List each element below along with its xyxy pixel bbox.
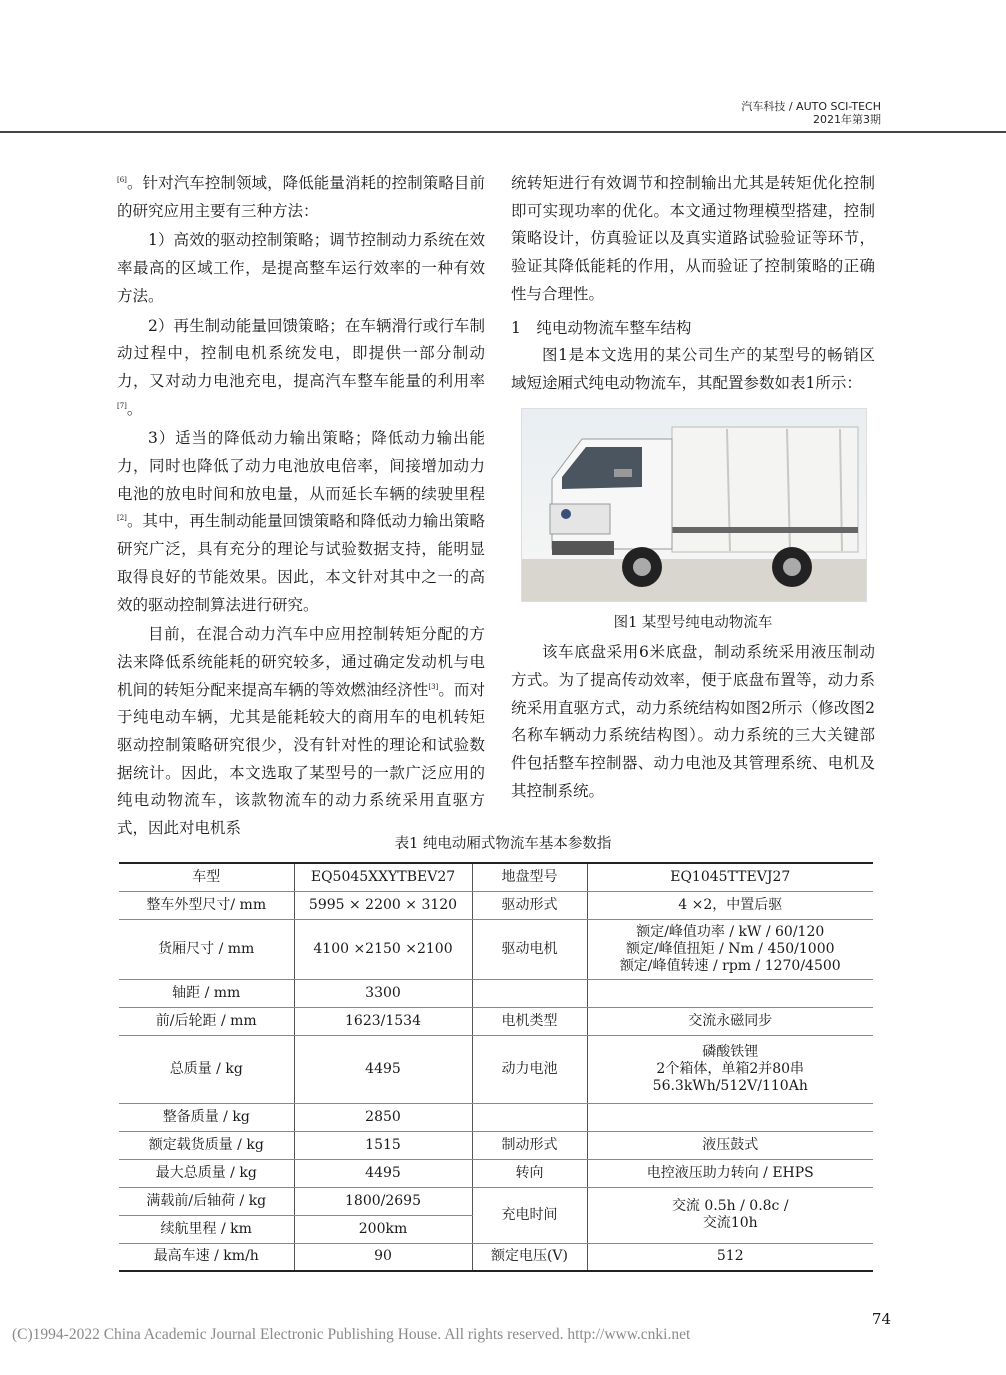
table-cell: 轴距 / mm: [119, 979, 294, 1007]
table-row: [119, 891, 873, 919]
journal-name: 汽车科技 / AUTO SCI-TECH: [741, 100, 881, 113]
table-row: [119, 1103, 873, 1131]
table-cell: 车型: [119, 863, 294, 891]
motor-power: 额定/峰值功率 / kW / 60/120: [636, 923, 825, 940]
table-row: [119, 1159, 873, 1187]
table-cell: [472, 1103, 587, 1131]
table-cell: 地盘型号: [472, 863, 587, 891]
running-header: [741, 100, 881, 126]
table-cell: 4495: [294, 1159, 472, 1187]
table-cell: 转向: [472, 1159, 587, 1187]
table-cell: 2850: [294, 1103, 472, 1131]
citation[interactable]: [3]: [428, 682, 439, 691]
right-column: [511, 170, 875, 808]
paragraph-4: 3）适当的降低动力输出策略；降低动力输出能力，同时也降低了动力电池放电倍率，间接增加动力电池的放电时间和放电量，从而延长车辆的续驶里程[2]。其中，再生制动能量回馈策略和降低动力输出策略研究广泛，具有充分的理论与试验数据支持，能明显取得良好的节能效果。因此，本文针对其中之一的高效的驱动控制算法进行研究。: [117, 429, 485, 614]
citation[interactable]: [6]: [117, 176, 127, 184]
table-cell: 额定电压(V): [472, 1243, 587, 1271]
charge-time-2: 交流10h: [702, 1215, 758, 1231]
table-cell: 整车外型尺寸/ mm: [119, 891, 294, 919]
paragraph-1: [6]。针对汽车控制领域，降低能量消耗的控制策略目前的研究应用主要有三种方法：: [117, 174, 485, 220]
table-cell: [587, 979, 873, 1007]
table-cell: 电机类型: [472, 1007, 587, 1035]
table-cell: 制动形式: [472, 1131, 587, 1159]
header-rule: [0, 131, 1006, 133]
table-cell: [587, 1103, 873, 1131]
table-row: [119, 1243, 873, 1271]
table-row: [119, 1035, 873, 1103]
table-cell: 液压鼓式: [587, 1131, 873, 1159]
table-cell: 充电时间: [472, 1187, 587, 1243]
paragraph-6: 统转矩进行有效调节和控制输出尤其是转矩优化控制即可实现功率的优化。本文通过物理模型搭建，控制策略设计，仿真验证以及真实道路试验验证等环节，验证其降低能耗的作用，从而验证了控制策略的正确性与合理性。: [511, 174, 875, 303]
table-row: [119, 1007, 873, 1035]
table-title: 表1 纯电动厢式物流车基本参数指: [394, 836, 612, 852]
vehicle-parameter-table: [119, 862, 873, 1272]
table-cell: 前/后轮距 / mm: [119, 1007, 294, 1035]
table-cell: [472, 979, 587, 1007]
battery-config: 2个箱体，单箱2并80串: [656, 1060, 805, 1077]
table-cell: 额定载货质量 / kg: [119, 1131, 294, 1159]
table-cell: 交流永磁同步: [587, 1007, 873, 1035]
table-cell: 驱动形式: [472, 891, 587, 919]
table-cell: 200km: [294, 1215, 472, 1243]
table-cell-charge: [587, 1187, 873, 1243]
table-cell: 1800/2695: [294, 1187, 472, 1215]
table-cell: 3300: [294, 979, 472, 1007]
table-row: [119, 919, 873, 979]
citation[interactable]: [2]: [117, 514, 127, 523]
table-cell-motor: [587, 919, 873, 979]
page-number: 74: [871, 1310, 891, 1328]
table-cell: 最大总质量 / kg: [119, 1159, 294, 1187]
table-cell: 总质量 / kg: [119, 1035, 294, 1103]
table-cell: 动力电池: [472, 1035, 587, 1103]
truck-illustration: [522, 409, 866, 601]
table-cell: 512: [587, 1243, 873, 1271]
table-cell: 最高车速 / km/h: [119, 1243, 294, 1271]
table-cell: 4100 ×2150 ×2100: [294, 919, 472, 979]
table-row: [119, 1131, 873, 1159]
paragraph-2: 1）高效的驱动控制策略；调节控制动力系统在效率最高的区域工作，是提高整车运行效率的一种有效方法。: [117, 231, 485, 305]
table-cell: 1515: [294, 1131, 472, 1159]
copyright-footer: (C)1994-2022 China Academic Journal Electronic Publishing House. All rights reserved. http://www.cnki.net: [12, 1326, 691, 1343]
paragraph-7: 图1是本文选用的某公司生产的某型号的畅销区域短途厢式纯电动物流车，其配置参数如表1所示：: [511, 346, 875, 392]
table-cell: EQ5045XXYTBEV27: [294, 863, 472, 891]
table-row: [119, 979, 873, 1007]
table-cell: EQ1045TTEVJ27: [587, 863, 873, 891]
table-cell: 货厢尺寸 / mm: [119, 919, 294, 979]
motor-speed: 额定/峰值转速 / rpm / 1270/4500: [619, 957, 841, 974]
figure-caption: 图1 某型号纯电动物流车: [613, 614, 773, 631]
table-cell: 90: [294, 1243, 472, 1271]
table-row: [119, 863, 873, 891]
table-cell: 1623/1534: [294, 1007, 472, 1035]
charge-time-1: 交流 0.5h / 0.8c /: [671, 1198, 789, 1214]
table-cell: 满载前/后轴荷 / kg: [119, 1187, 294, 1215]
table-cell: 整备质量 / kg: [119, 1103, 294, 1131]
table-cell: 4495: [294, 1035, 472, 1103]
paragraph-5: 目前，在混合动力汽车中应用控制转矩分配的方法来降低系统能耗的研究较多，通过确定发动机与电机间的转矩分配来提高车辆的等效燃油经济性[3]。而对于纯电动车辆，尤其是能耗较大的商用车的电机转矩驱动控制策略研究很少，没有针对性的理论和试验数据统计。因此，本文选取了某型号的一款广泛应用的纯电动物流车，该款物流车的动力系统采用直驱方式，因此对电机系: [117, 625, 485, 838]
paragraph-8: 该车底盘采用6米底盘，制动系统采用液压制动方式。为了提高传动效率，便于底盘布置等，动力系统采用直驱方式，动力系统结构如图2所示（修改图2名称车辆动力系统结构图）。动力系统的三大关键部件包括整车控制器、动力电池及其管理系统、电机及其控制系统。: [511, 643, 875, 800]
table-row: [119, 1187, 873, 1215]
table-cell: 5995 × 2200 × 3120: [294, 891, 472, 919]
left-column: [117, 170, 485, 845]
battery-type: 磷酸铁锂: [702, 1043, 759, 1060]
figure-1-truck-photo: [521, 408, 867, 602]
table-cell-battery: [587, 1035, 873, 1103]
table-cell: 电控液压助力转向 / EHPS: [587, 1159, 873, 1187]
table-cell: 4 ×2，中置后驱: [587, 891, 873, 919]
issue-label: 2021年第3期: [813, 113, 881, 126]
table-cell: 续航里程 / km: [119, 1215, 294, 1243]
motor-torque: 额定/峰值扭矩 / Nm / 450/1000: [625, 940, 835, 957]
table-cell: 驱动电机: [472, 919, 587, 979]
citation[interactable]: [7]: [117, 401, 127, 410]
section-heading: 1 纯电动物流车整车结构: [511, 318, 692, 337]
battery-spec: 56.3kWh/512V/110Ah: [652, 1077, 808, 1094]
paragraph-3: 2）再生制动能量回馈策略；在车辆滑行或行车制动过程中，控制电机系统发电，即提供一部分制动力，又对动力电池充电，提高汽车整车能量的利用率[7]。: [117, 316, 485, 418]
